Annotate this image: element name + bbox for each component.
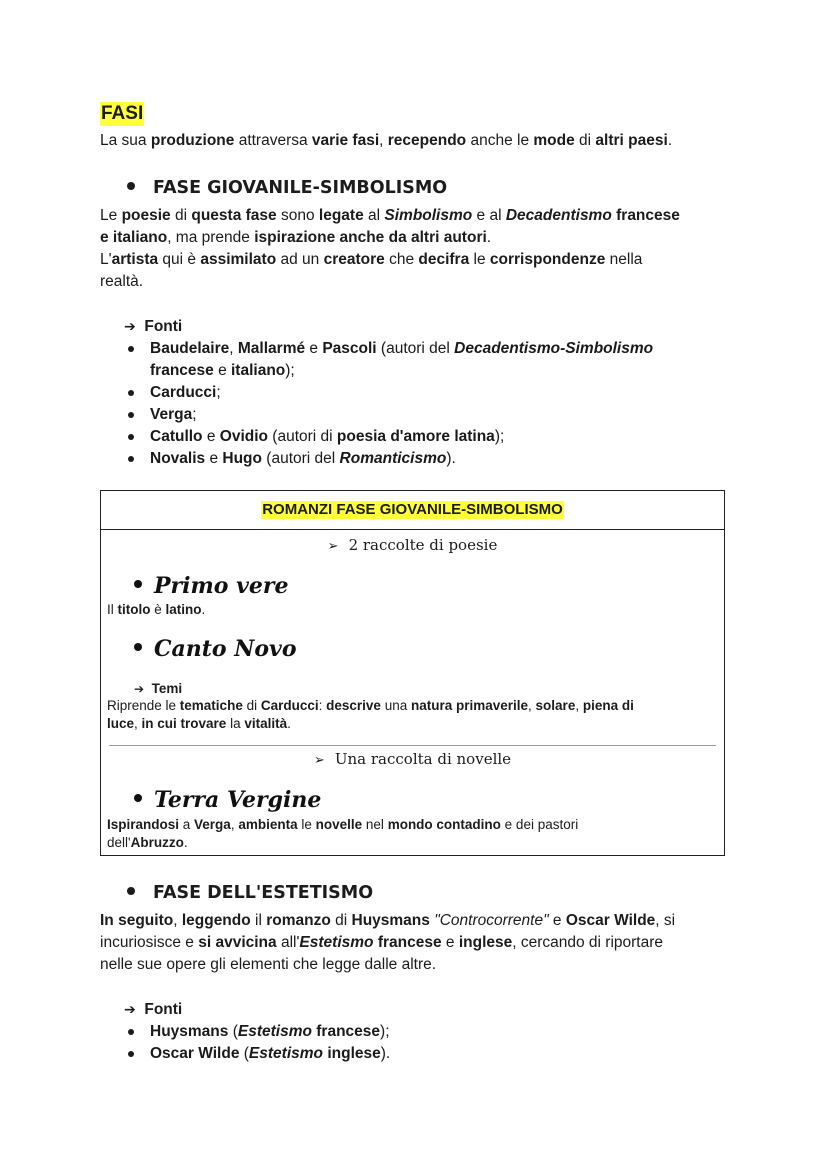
text-run: le	[469, 251, 490, 268]
text-run: e	[305, 340, 323, 357]
text-run: ,	[230, 817, 239, 832]
text-run: Carducci	[150, 384, 217, 401]
text-run: titolo	[117, 602, 151, 617]
romanzi-table-header	[101, 491, 724, 530]
text-run: le	[297, 817, 316, 832]
text-run: );	[285, 362, 295, 379]
giovanile-fonti-list	[124, 338, 724, 470]
text-run: );	[494, 428, 505, 445]
text-run: ,	[575, 698, 583, 713]
text-run: nelle sue opere gli elementi che legge dalle altre.	[100, 956, 437, 973]
text-run: poesia d'amore latina	[336, 428, 495, 445]
bullet-icon	[134, 643, 142, 651]
text-run: a	[179, 817, 195, 832]
text-run: decifra	[418, 251, 470, 268]
text-run: anche le	[466, 132, 534, 149]
text-run: al	[363, 207, 385, 224]
list-item-line	[150, 448, 724, 470]
triangle-arrow-icon: ➢	[313, 753, 325, 768]
fasi-intro	[100, 130, 672, 152]
estetismo-fonti-list	[124, 1021, 724, 1065]
text-run: Carducci	[260, 698, 319, 713]
fonti-label-text: Fonti	[144, 318, 183, 335]
list-item-line	[150, 338, 724, 360]
text-run: romanzo	[266, 912, 331, 929]
text-run: piena di	[582, 698, 634, 713]
text-run: Oscar Wilde	[150, 1045, 240, 1062]
text-run: e al	[472, 207, 506, 224]
list-item	[124, 1021, 724, 1043]
work-title-text: Primo vere	[154, 573, 289, 599]
work-title-canto-novo	[134, 636, 297, 662]
list-item	[124, 382, 724, 404]
text-run: e italiano	[100, 229, 168, 246]
list-item	[124, 1043, 724, 1065]
text-run: In seguito	[100, 912, 174, 929]
list-item-line	[150, 382, 724, 404]
text-run: natura primaverile	[410, 698, 529, 713]
bullet-icon	[128, 390, 134, 396]
text-run: questa fase	[191, 207, 277, 224]
text-run: Simbolismo	[384, 207, 473, 224]
text-run: all'	[276, 934, 300, 951]
text-run: è	[150, 602, 166, 617]
list-item-line	[150, 404, 724, 426]
text-run: mondo contadino	[387, 817, 501, 832]
arrow-right-icon: ➔	[124, 1002, 136, 1018]
romanzi-table	[100, 490, 725, 856]
text-run: altri paesi	[595, 132, 668, 149]
text-run: ,	[134, 716, 142, 731]
text-run: , cercando di riportare	[512, 934, 664, 951]
text-run: Catullo	[150, 428, 203, 445]
text-run: si avvicina	[198, 934, 277, 951]
text-run: sono	[276, 207, 319, 224]
text-run: .	[486, 229, 492, 246]
text-run: Il	[107, 602, 118, 617]
canto-novo-note-line-2	[107, 715, 291, 733]
text-run: in cui trovare	[141, 716, 227, 731]
text-run: dell'	[107, 835, 131, 850]
estetismo-paragraph-line-1	[100, 910, 675, 932]
text-run: francese	[373, 934, 442, 951]
text-run: nella	[605, 251, 643, 268]
text-run: creatore	[323, 251, 385, 268]
text-run: ambienta	[238, 817, 298, 832]
text-run: attraversa	[234, 132, 312, 149]
text-run: una	[380, 698, 411, 713]
canto-novo-note-line-1	[107, 697, 634, 715]
canto-novo-temi-label	[134, 680, 182, 698]
text-run: latino	[165, 602, 202, 617]
giovanile-fonti-label	[124, 316, 182, 338]
work-title-primo-vere	[134, 573, 288, 599]
section-heading-fase-estetismo	[127, 883, 373, 903]
text-run: recependo	[387, 132, 467, 149]
section-heading-text: FASE GIOVANILE-SIMBOLISMO	[153, 178, 448, 198]
text-run: inglese	[323, 1045, 381, 1062]
terra-vergine-note-line-1	[107, 816, 578, 834]
text-run: :	[318, 698, 327, 713]
text-run: artista	[111, 251, 159, 268]
text-run: e	[202, 428, 220, 445]
bullet-icon	[127, 887, 135, 895]
text-run: .	[287, 716, 291, 731]
text-run: mode	[533, 132, 575, 149]
text-run: Le	[100, 207, 122, 224]
text-run: Estetismo	[237, 1023, 312, 1040]
list-item	[124, 338, 724, 382]
text-run: tematiche	[179, 698, 243, 713]
subheading-raccolte-poesie	[101, 536, 724, 554]
text-run: realtà.	[100, 273, 144, 290]
text-run: Hugo	[222, 450, 262, 467]
list-item-line	[150, 360, 724, 382]
list-item	[124, 426, 724, 448]
text-run: "Controcorrente"	[434, 912, 549, 929]
text-run: Verga	[150, 406, 193, 423]
giovanile-paragraph-line-4	[100, 271, 143, 293]
list-item-line	[150, 1021, 724, 1043]
primo-vere-note	[107, 601, 205, 619]
text-run: );	[380, 1023, 390, 1040]
text-run: e	[441, 934, 459, 951]
text-run: ).	[380, 1045, 391, 1062]
text-run: Estetismo	[299, 934, 374, 951]
arrow-right-icon: ➔	[134, 682, 145, 696]
bullet-icon	[128, 412, 134, 418]
text-run: produzione	[150, 132, 235, 149]
giovanile-paragraph-line-1	[100, 205, 680, 227]
text-run: Novalis	[150, 450, 206, 467]
text-run: e	[548, 912, 566, 929]
arrow-right-icon: ➔	[124, 319, 136, 335]
text-run: .	[667, 132, 673, 149]
text-run: (autori di	[268, 428, 337, 445]
text-run: Romanticismo	[339, 450, 447, 467]
text-run: inglese	[458, 934, 513, 951]
text-run: Baudelaire	[150, 340, 230, 357]
text-run: qui è	[158, 251, 201, 268]
subheading-text: Una raccolta di novelle	[334, 750, 512, 768]
estetismo-fonti-label	[124, 999, 182, 1021]
text-run: novelle	[315, 817, 363, 832]
text-run: Pascoli	[322, 340, 377, 357]
text-run: incuriosisce e	[100, 934, 199, 951]
bullet-icon	[128, 456, 134, 462]
work-title-text: Terra Vergine	[154, 787, 322, 813]
text-run: Ovidio	[219, 428, 268, 445]
text-run: e	[213, 362, 231, 379]
text-run: solare	[535, 698, 576, 713]
text-run: .	[183, 835, 188, 850]
fasi-title: FASI	[101, 103, 144, 124]
giovanile-paragraph-line-2	[100, 227, 491, 249]
text-run: Huysmans	[351, 912, 430, 929]
terra-vergine-note-line-2	[107, 834, 188, 852]
text-run: che	[384, 251, 419, 268]
text-run: Riprende le	[107, 698, 180, 713]
text-run: assimilato	[200, 251, 277, 268]
temi-label-text: Temi	[151, 681, 183, 696]
bullet-icon	[128, 1029, 134, 1035]
work-title-text: Canto Novo	[154, 636, 297, 662]
section-heading-fase-giovanile	[127, 178, 447, 198]
text-run: francese	[611, 207, 680, 224]
text-run: leggendo	[181, 912, 251, 929]
subheading-raccolta-novelle	[101, 750, 724, 768]
text-run: Estetismo	[248, 1045, 324, 1062]
text-run: di	[330, 912, 352, 929]
text-run: la	[226, 716, 245, 731]
text-run: Verga	[194, 817, 231, 832]
text-run: Abruzzo	[130, 835, 184, 850]
text-run: di	[574, 132, 596, 149]
text-run: luce	[107, 716, 135, 731]
text-run: (	[239, 1045, 249, 1062]
text-run: legate	[318, 207, 364, 224]
text-run: Decadentismo-Simbolismo	[454, 340, 654, 357]
text-run: ,	[379, 132, 388, 149]
text-run: nel	[362, 817, 388, 832]
text-run: e	[205, 450, 223, 467]
text-run: e dei pastori	[500, 817, 579, 832]
list-item	[124, 448, 724, 470]
text-run: di	[170, 207, 192, 224]
triangle-arrow-icon: ➢	[327, 539, 339, 554]
text-run: ad un	[276, 251, 324, 268]
text-run: poesie	[121, 207, 171, 224]
text-run: vitalità	[244, 716, 288, 731]
text-run: ;	[216, 384, 221, 401]
text-run: (autori del	[376, 340, 455, 357]
text-run: ,	[528, 698, 536, 713]
bullet-icon	[134, 580, 142, 588]
estetismo-paragraph-line-2	[100, 932, 663, 954]
list-item	[124, 404, 724, 426]
text-run: (	[228, 1023, 238, 1040]
list-item-line	[150, 1043, 724, 1065]
text-run: ).	[446, 450, 456, 467]
text-run: .	[201, 602, 206, 617]
text-run: , ma prende	[167, 229, 255, 246]
text-run: corrispondenze	[489, 251, 606, 268]
text-run: di	[242, 698, 261, 713]
text-run: descrive	[326, 698, 381, 713]
estetismo-paragraph-line-3	[100, 954, 436, 976]
text-run: , si	[655, 912, 676, 929]
fonti-label-text: Fonti	[144, 1001, 183, 1018]
text-run: Oscar Wilde	[565, 912, 656, 929]
text-run: il	[250, 912, 267, 929]
section-heading-text: FASE DELL'ESTETISMO	[153, 883, 374, 903]
text-run: Ispirandosi	[107, 817, 180, 832]
table-divider	[109, 745, 716, 746]
text-run: Decadentismo	[505, 207, 612, 224]
giovanile-paragraph-line-3	[100, 249, 642, 271]
text-run: ,	[229, 340, 238, 357]
text-run: francese	[311, 1023, 381, 1040]
text-run: L'	[100, 251, 112, 268]
subheading-text: 2 raccolte di poesie	[348, 536, 498, 554]
text-run: La sua	[100, 132, 151, 149]
text-run: Mallarmé	[237, 340, 306, 357]
list-item-line	[150, 426, 724, 448]
romanzi-table-header-text: ROMANZI FASE GIOVANILE-SIMBOLISMO	[262, 501, 563, 518]
bullet-icon	[128, 346, 134, 352]
text-run: Huysmans	[150, 1023, 229, 1040]
bullet-icon	[134, 794, 142, 802]
text-run: ,	[173, 912, 182, 929]
text-run: italiano	[231, 362, 286, 379]
text-run: varie fasi	[311, 132, 380, 149]
bullet-icon	[128, 1051, 134, 1057]
text-run: (autori del	[261, 450, 340, 467]
bullet-icon	[127, 182, 135, 190]
text-run: francese	[150, 362, 214, 379]
text-run: ispirazione anche da altri autori	[254, 229, 487, 246]
work-title-terra-vergine	[134, 787, 321, 813]
bullet-icon	[128, 434, 134, 440]
text-run: ;	[192, 406, 197, 423]
